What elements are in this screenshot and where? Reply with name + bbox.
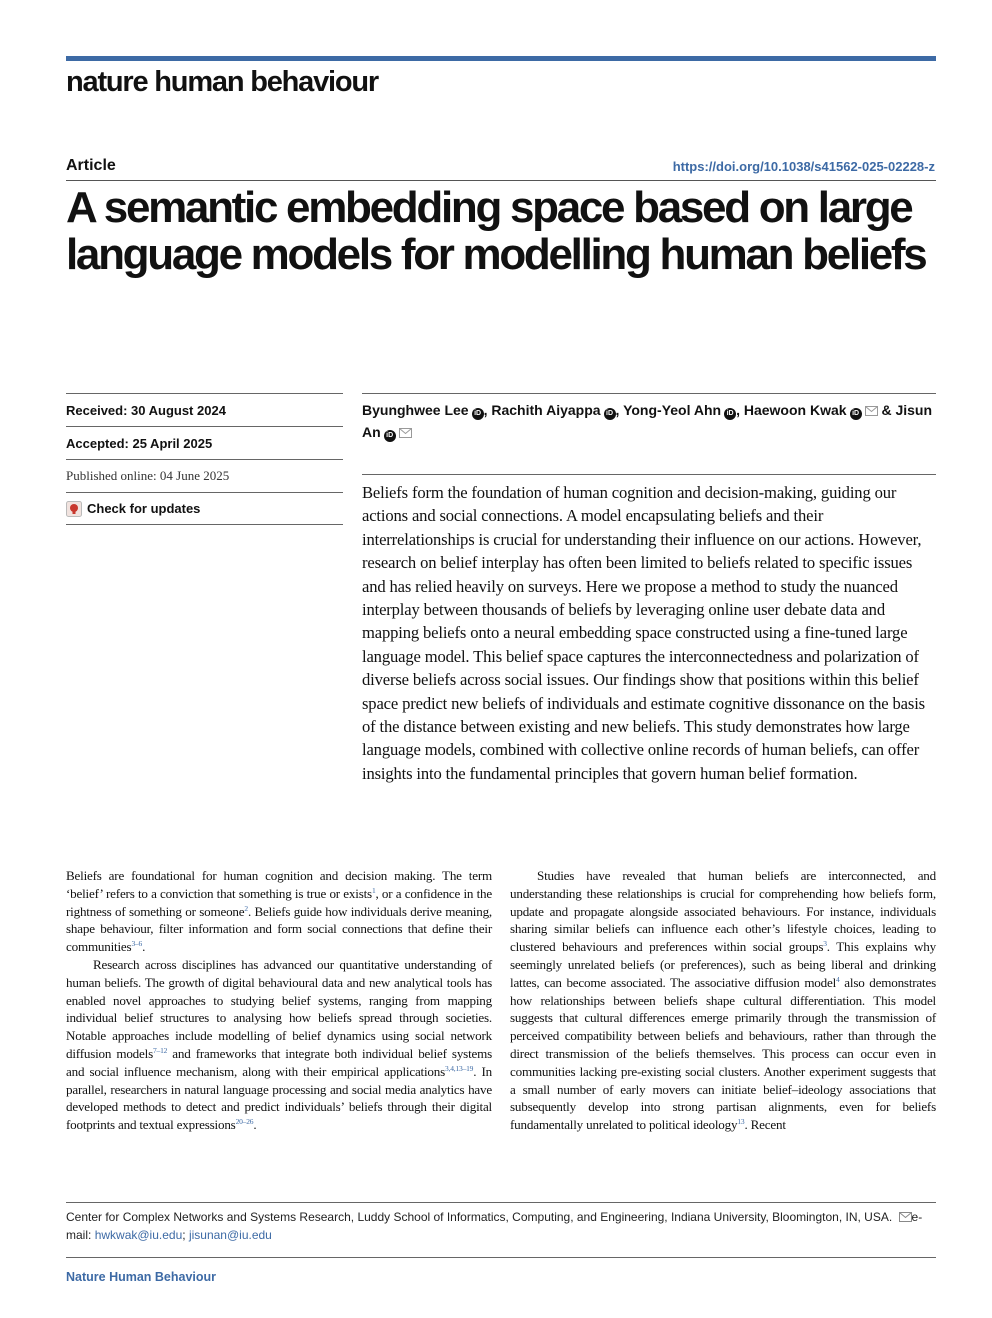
body-text: Studies have revealed that human beliefs are interconnected, and understanding these relationships is crucial for comprehending how beliefs form, update and propagate alongside associated behaviours. For instance, individuals sharing similar beliefs can influence each other’s lifestyle choices, leading to clustered behaviours and preferences within social groups — [510, 868, 936, 955]
body-text: . — [142, 939, 146, 955]
article-title: A semantic embedding space based on large language models for modelling human beliefs — [66, 183, 926, 279]
email-icon[interactable] — [865, 406, 878, 416]
affiliation-text: Center for Complex Networks and Systems Research, Luddy School of Informatics, Computing, and Engineering, Indiana University, Bloomington, IN, USA. — [66, 1210, 893, 1224]
author-name[interactable]: Haewoon Kwak — [743, 402, 847, 418]
body-text: . Recent — [744, 1117, 786, 1133]
body-text: . This explains why seemingly unrelated beliefs (or preferences), such as being liberal and drinking lattes, can become associated. The associative diffusion model — [510, 939, 936, 990]
received-date: Received: 30 August 2024 — [66, 393, 343, 426]
citation-ref[interactable]: 2 — [244, 903, 248, 913]
citation-ref[interactable]: 3,4,13–19 — [445, 1063, 474, 1073]
citation-ref[interactable]: 13 — [737, 1117, 745, 1127]
top-accent-rule — [66, 56, 936, 61]
body-paragraph — [510, 867, 936, 1134]
body-text: and frameworks that integrate both individual belief systems and social influence mechanism, along with their empirical applications — [66, 1045, 492, 1079]
orcid-icon[interactable]: iD — [604, 408, 616, 420]
author-separator: , — [483, 402, 492, 418]
email-link-an[interactable]: jisunan@iu.edu — [188, 1228, 272, 1242]
body-column-left — [66, 867, 492, 1134]
body-column-right — [510, 867, 936, 1134]
author-name[interactable]: Jisun An — [362, 402, 933, 440]
orcid-icon[interactable]: iD — [384, 430, 396, 442]
body-text: Research across disciplines has advanced our quantitative understanding of human beliefs. The growth of digital behavioural data and new analytical tools has enabled novel approaches to studying belief systems, ranging from mapping individual belief structures to analysing how beliefs spread through societies. Notable approaches include modelling of belief dynamics using social network diffusion models — [66, 956, 492, 1061]
author-name[interactable]: Rachith Aiyappa — [491, 402, 601, 418]
citation-ref[interactable]: 1 — [371, 885, 376, 895]
check-updates-label: Check for updates — [87, 501, 201, 516]
published-date: Published online: 04 June 2025 — [66, 459, 343, 492]
author-name[interactable]: Yong-Yeol Ahn — [623, 402, 722, 418]
affiliation-footnote — [66, 1208, 926, 1244]
email-link-kwak[interactable]: hwkwak@iu.edu — [94, 1228, 183, 1242]
body-text: . Beliefs guide how individuals derive meaning, shape behaviour, filter information and form social connections that define their communities — [66, 903, 493, 955]
footnote-divider — [66, 1202, 936, 1203]
doi-link[interactable]: https://doi.org/10.1038/s41562-025-02228-z — [672, 159, 935, 174]
email-icon[interactable] — [399, 428, 412, 438]
journal-logo: nature human behaviour — [66, 66, 378, 98]
accepted-date: Accepted: 25 April 2025 — [66, 426, 343, 459]
check-updates-icon — [66, 501, 82, 517]
author-separator: , — [615, 402, 624, 418]
orcid-icon[interactable]: iD — [472, 408, 484, 420]
author-separator: & — [877, 402, 896, 418]
orcid-icon[interactable]: iD — [724, 408, 736, 420]
publication-meta — [66, 393, 343, 525]
body-text: . — [253, 1117, 257, 1133]
body-paragraph — [66, 956, 492, 1134]
body-text: Beliefs are foundational for human cognition and decision making. The term ‘belief’ refers to a conviction that something is true or exists — [66, 868, 492, 901]
citation-ref[interactable]: 3 — [823, 939, 827, 949]
abstract: Beliefs form the foundation of human cognition and decision-making, guiding our actions and social connections. A model encapsulating beliefs and their interrelationships is crucial for understanding their influence on our actions. However, research on belief interplay has often been limited to beliefs related to specific issues and has relied heavily on surveys. Here we propose a method to study the nuanced interplay between thousands of beliefs by leveraging online user debate data and mapping beliefs onto a neural embedding space constructed using a fine-tuned large language model. This belief space captures the interconnectedness and polarization of diverse beliefs across social issues. Our findings show that positions within this belief space predict new beliefs of individuals and estimate cognitive dissonance on the basis of the distance between existing and new beliefs. This study demonstrates how large language models, combined with collective online records of human beliefs, can offer insights into the fundamental principles that govern human belief formation. — [362, 483, 925, 783]
email-icon — [899, 1212, 912, 1222]
email-separator: ; — [182, 1228, 186, 1242]
footer-divider — [66, 1257, 936, 1258]
citation-ref[interactable]: 7–12 — [152, 1045, 168, 1055]
citation-ref[interactable]: 20–26 — [235, 1117, 254, 1127]
email-label: e-mail: — [66, 1210, 923, 1242]
citation-ref[interactable]: 4 — [836, 974, 840, 984]
authors-divider — [362, 393, 936, 394]
article-type-label: Article — [66, 157, 116, 174]
body-text: , or a confidence in the rightness of something or someone — [66, 885, 492, 919]
footer-journal-name: Nature Human Behaviour — [66, 1270, 217, 1284]
header-divider — [66, 180, 936, 181]
abstract-divider — [362, 474, 936, 475]
citation-ref[interactable]: 3–6 — [131, 939, 143, 949]
orcid-icon[interactable]: iD — [850, 408, 862, 420]
body-text: also demonstrates how relationships between beliefs shape cultural differentiation. This model suggests that cultural differences emerge primarily through the transmission of perceived compatibility between beliefs and behaviours, rather than through the direct transmission of the beliefs themselves. This process can occur even in communities lacking pre-existing social clusters. Another experiment suggests that a small number of early movers can initiate belief–ideology associations that subsequently develop into strong partisan alignments, even for beliefs fundamentally unrelated to political ideology — [510, 974, 936, 1133]
author-separator: , — [736, 402, 744, 418]
check-updates-button[interactable] — [66, 492, 343, 525]
author-name[interactable]: Byunghwee Lee — [362, 402, 469, 418]
body-text: . In parallel, researchers in natural language processing and social media analytics have developed methods to detect and predict individuals’ beliefs through their digital footprints and textual expressions — [66, 1063, 493, 1133]
body-paragraph — [66, 867, 492, 956]
author-list — [362, 399, 936, 443]
